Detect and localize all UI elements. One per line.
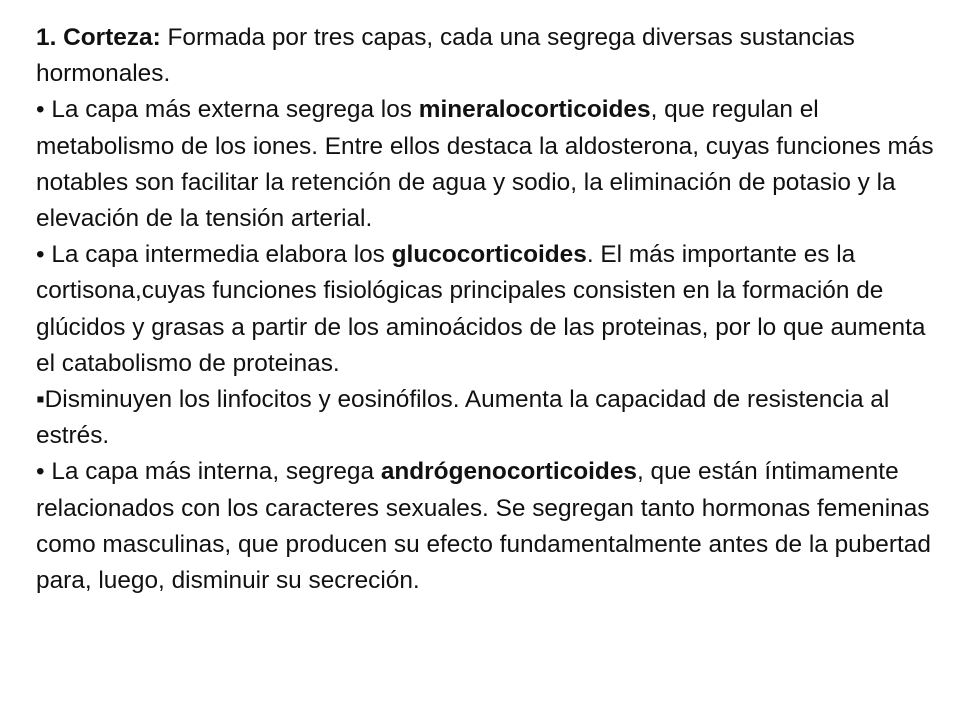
inner-layer-text-after: , que están íntimamente relacionados con los caracteres sexuales. Se segregan tanto hormonas femeninas como masculinas, que producen su efecto fundamentalmente antes de la pubertad para, luego, disminuir su secreción. xyxy=(36,458,931,595)
external-layer-text-before: La capa más externa segrega los xyxy=(44,96,419,124)
intermediate-layer-paragraph xyxy=(36,237,936,382)
inner-layer-paragraph xyxy=(36,454,936,599)
intermediate-layer-text-before: La capa intermedia elabora los xyxy=(44,241,392,269)
bullet-marker: • xyxy=(36,458,45,486)
bullet-marker: • xyxy=(36,241,45,269)
external-layer-paragraph xyxy=(36,92,936,237)
bullet-marker: • xyxy=(36,96,45,124)
lymphocytes-note-text: Disminuyen los linfocitos y eosinófilos. Aumenta la capacidad de resistencia al estrés. xyxy=(36,386,890,450)
corteza-text: Formada por tres capas, cada una segrega diversas sustancias hormonales. xyxy=(36,24,855,88)
glucocorticoides-term: glucocorticoides xyxy=(391,241,587,269)
corteza-paragraph xyxy=(36,20,936,92)
corteza-heading: 1. Corteza: xyxy=(36,24,161,51)
mineralocorticoides-term: mineralocorticoides xyxy=(418,96,651,124)
androgenocorticoides-term: andrógenocorticoides xyxy=(380,458,637,486)
intermediate-layer-text-after: . El más importante es la cortisona,cuyas funciones fisiológicas principales consisten en la formación de glúcidos y grasas a partir de los aminoácidos de las proteinas, por lo que aumenta el catabolismo de proteinas. xyxy=(36,241,926,377)
inner-layer-text-before: La capa más interna, segrega xyxy=(44,458,381,486)
slide-body xyxy=(36,20,936,599)
square-bullet-marker: ▪ xyxy=(36,386,45,414)
lymphocytes-note-paragraph xyxy=(36,382,936,454)
external-layer-text-after: , que regulan el metabolismo de los iones. Entre ellos destaca la aldosterona, cuyas funciones más notables son facilitar la retención de agua y sodio, la eliminación de potasio y la elevación de la tensión arterial. xyxy=(36,96,934,233)
